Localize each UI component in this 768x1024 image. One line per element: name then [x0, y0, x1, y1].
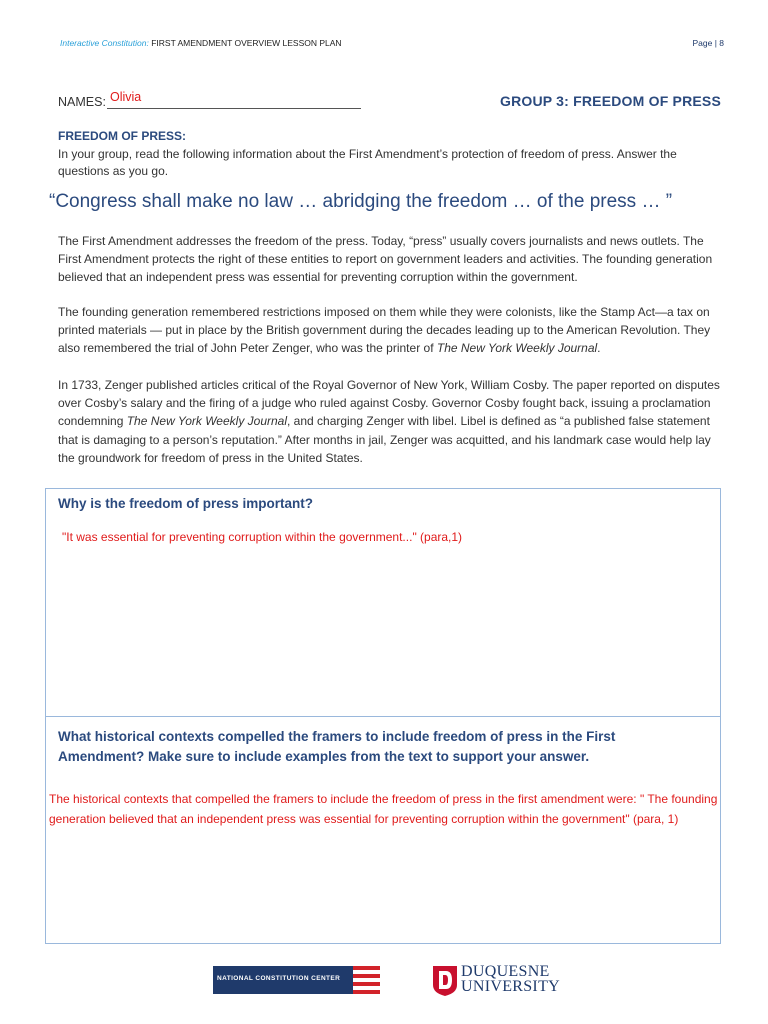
amendment-quote: “Congress shall make no law … abridging the freedom … of the press … ” [49, 191, 673, 212]
paragraph-3 [58, 376, 728, 467]
names-label: NAMES: [58, 95, 106, 109]
document-header-title [60, 38, 342, 48]
ncc-logo-text: NATIONAL CONSTITUTION CENTER [217, 975, 341, 982]
duquesne-university-logo-text [461, 964, 560, 994]
series-name: Interactive Constitution: [60, 38, 149, 48]
section-heading: FREEDOM OF PRESS: [58, 129, 187, 143]
paragraph-3-publication: The New York Weekly Journal [126, 414, 288, 429]
names-field[interactable]: Olivia [110, 90, 142, 104]
duquesne-line-1: DUQUESNE [461, 963, 550, 980]
question-1-prompt: Why is the freedom of press important? [58, 496, 314, 511]
ncc-logo-block [213, 966, 353, 994]
page-number: Page | 8 [692, 38, 724, 48]
duquesne-line-2: UNIVERSITY [461, 978, 560, 995]
paragraph-3-text: In 1733, Zenger published articles critical of the Royal Governor of New York, William Cosby. The paper reported on disputes over Cosby’s salary and the firing of a judge who ruled against Cosby. Governor Cosby fought back, issuing a proclamation condemning [58, 378, 720, 429]
names-underline [107, 108, 361, 109]
flag-stripes-icon [353, 966, 380, 994]
lesson-title: FIRST AMENDMENT OVERVIEW LESSON PLAN [151, 38, 342, 48]
question-1-answer[interactable]: "It was essential for preventing corruption within the government..." (para,1) [62, 530, 463, 544]
paragraph-2-text: The founding generation remembered restrictions imposed on them while they were colonists, like the Stamp Act—a tax on printed materials — put in place by the British government during the decades leading up to the American Revolution. They also remembered the trial of John Peter Zenger, who was the printer of [58, 305, 711, 356]
group-title: GROUP 3: FREEDOM OF PRESS [500, 93, 721, 109]
paragraph-1: The First Amendment addresses the freedom of the press. Today, “press” usually covers journalists and news outlets. The First Amendment protects the right of these entities to report on government leaders and activities. The founding generation believed that an independent press was essential for preventing corruption within the government. [58, 234, 713, 285]
paragraph-2-publication: The New York Weekly Journal [436, 341, 598, 356]
paragraph-2 [58, 303, 728, 358]
national-constitution-center-logo [213, 966, 380, 994]
paragraph-3-end: , and charging Zenger with libel. Libel is defined as “a published false statement that is damaging to a person’s reputation.” After months in jail, Zenger was acquitted, and his landmark case would help lay the groundwork for freedom of press in the United States. [58, 414, 711, 465]
question-2-answer[interactable]: The historical contexts that compelled the framers to include the freedom of press in the first amendment were: " The founding generation believed that an independent press was essential for preventing corruption within the government" (para, 1) [49, 792, 718, 826]
question-1-box [45, 488, 721, 717]
question-2-prompt: What historical contexts compelled the framers to include freedom of press in the First Amendment? Make sure to include examples from the text to support your answer. [58, 729, 616, 764]
paragraph-2-end: . [597, 341, 601, 356]
duquesne-shield-icon [432, 965, 458, 997]
intro-text: In your group, read the following information about the First Amendment’s protection of freedom of press. Answer the questions as you go. [58, 147, 677, 178]
